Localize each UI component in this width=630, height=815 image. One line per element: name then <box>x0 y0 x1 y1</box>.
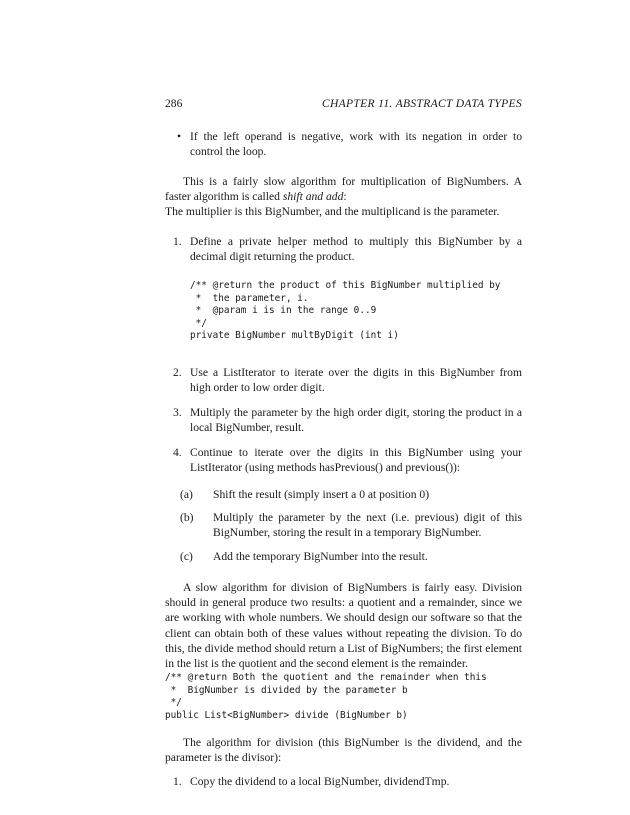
code-block-divide <box>165 672 487 722</box>
paragraph-division <box>165 580 522 671</box>
sub-list-text: Add the temporary BigNumber into the result. <box>213 550 428 563</box>
list-item <box>173 445 522 475</box>
paragraph-text: : <box>343 190 347 204</box>
bullet-dot-icon: • <box>177 130 182 143</box>
sub-list-text: Shift the result (simply insert a 0 at position 0) <box>213 488 430 501</box>
list-item <box>173 234 522 264</box>
code-line: * BigNumber is divided by the parameter b <box>165 684 408 696</box>
list-text: Copy the dividend to a local BigNumber, dividendTmp. <box>190 775 450 788</box>
sub-list-label: (b) <box>180 511 194 524</box>
paragraph-division-algorithm <box>165 735 522 765</box>
list-number: 1. <box>173 235 182 248</box>
list-text: Continue to iterate over the digits in this BigNumber using your ListIterator (using methods hasPrevious() and previous()): <box>190 446 522 475</box>
bullet-text: If the left operand is negative, work with its negation in order to control the loop. <box>190 130 522 159</box>
list-item <box>173 365 522 395</box>
code-line: private BigNumber multByDigit (int i) <box>190 330 399 342</box>
code-line: /** @return the product of this BigNumber multiplied by <box>190 280 501 291</box>
code-line: public List<BigNumber> divide (BigNumber b) <box>165 709 408 721</box>
list-number: 4. <box>173 446 182 459</box>
sub-list-item <box>180 487 522 502</box>
emphasis-text: shift and add <box>282 190 344 204</box>
list-number: 3. <box>173 406 182 419</box>
running-header <box>165 97 522 113</box>
list-item <box>173 774 522 789</box>
code-line: */ <box>190 317 207 329</box>
chapter-title: CHAPTER 11. ABSTRACT DATA TYPES <box>321 97 522 110</box>
code-block-mult-by-digit <box>190 280 500 343</box>
sub-list-item <box>180 510 522 540</box>
code-line: * the parameter, i. <box>190 292 309 304</box>
list-text: Use a ListIterator to iterate over the digits in this BigNumber from high order to low order digit. <box>190 366 522 395</box>
sub-list-label: (a) <box>180 488 193 501</box>
paragraph-text: This is a fairly slow algorithm for multiplication of BigNumbers. A faster algorithm is called <box>165 175 522 204</box>
bullet-item <box>177 129 522 159</box>
paragraph-multiplier: The multiplier is this BigNumber, and the multiplicand is the parameter. <box>165 205 500 219</box>
code-line: * @param i is in the range 0..9 <box>190 305 377 317</box>
sub-list-item <box>180 549 522 564</box>
list-item <box>173 405 522 435</box>
page-number: 286 <box>165 97 183 110</box>
list-text: Define a private helper method to multiply this BigNumber by a decimal digit returning the product. <box>190 235 522 264</box>
paragraph-text: The algorithm for division (this BigNumber is the dividend, and the parameter is the divisor): <box>165 736 522 765</box>
list-number: 1. <box>173 775 182 788</box>
code-line: /** @return Both the quotient and the remainder when this <box>165 672 487 683</box>
code-line: */ <box>165 697 182 709</box>
paragraph-text: A slow algorithm for division of BigNumbers is fairly easy. Division should in general produce two results: a quotient and a remainder, since we are working with whole numbers. We should design our software so that the client can obtain both of these values without repeating the division. To do this, the divide method should return a List of BigNumbers; the first element in the list is the quotient and the second element is the remainder. <box>165 581 522 671</box>
sub-list-label: (c) <box>180 550 193 563</box>
list-number: 2. <box>173 366 182 379</box>
sub-list-text: Multiply the parameter by the next (i.e. previous) digit of this BigNumber, storing the result in a temporary BigNumber. <box>213 511 522 540</box>
list-text: Multiply the parameter by the high order digit, storing the product in a local BigNumber, result. <box>190 406 522 435</box>
paragraph-slow-multiplication <box>165 174 522 220</box>
